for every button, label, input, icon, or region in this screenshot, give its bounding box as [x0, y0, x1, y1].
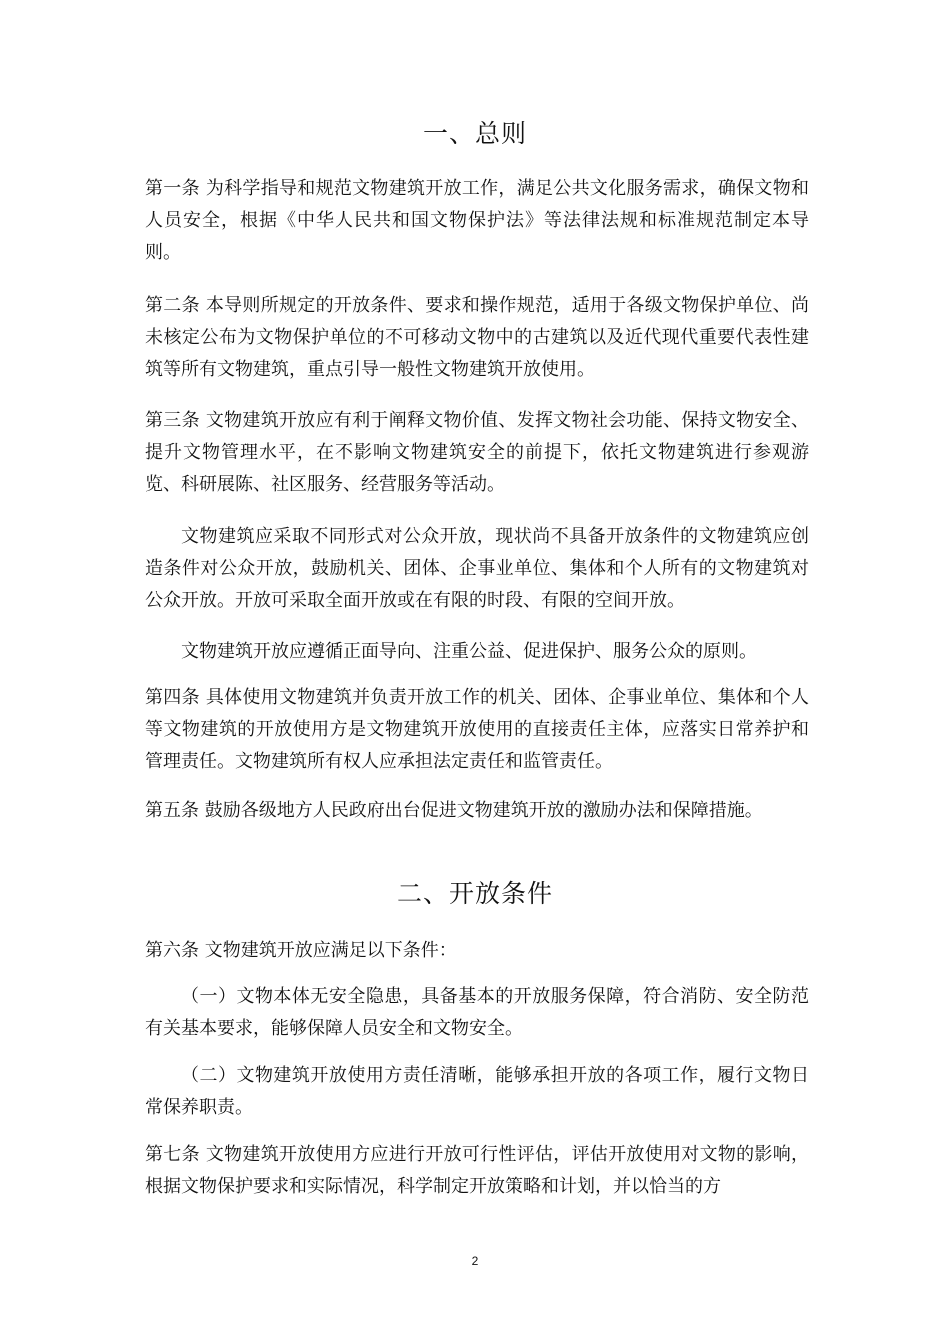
article-4: 第四条 具体使用文物建筑并负责开放工作的机关、团体、企事业单位、集体和个人等文物建筑的开放使用方是文物建筑开放使用的直接责任主体，应落实日常养护和管理责任。文物建筑所有权人应承担法定责任和监管责任。 [145, 687, 809, 772]
article-3-paragraph-2: 文物建筑应采取不同形式对公众开放，现状尚不具备开放条件的文物建筑应创造条件对公众开放，鼓励机关、团体、企事业单位、集体和个人所有的文物建筑对公众开放。开放可采取全面开放或在有限的时段、有限的空间开放。 [145, 526, 809, 611]
page-number: 2 [471, 1254, 479, 1268]
article-2: 第二条 本导则所规定的开放条件、要求和操作规范，适用于各级文物保护单位、尚未核定公布为文物保护单位的不可移动文物中的古建筑以及近代现代重要代表性建筑等所有文物建筑，重点引导一般性文物建筑开放使用。 [145, 295, 809, 380]
article-3-paragraph-3: 文物建筑开放应遵循正面导向、注重公益、促进保护、服务公众的原则。 [181, 641, 757, 662]
article-3: 第三条 文物建筑开放应有利于阐释文物价值、发挥文物社会功能、保持文物安全、提升文物管理水平，在不影响文物建筑安全的前提下，依托文物建筑进行参观游览、科研展陈、社区服务、经营服务等活动。 [145, 410, 809, 495]
article-1: 第一条 为科学指导和规范文物建筑开放工作，满足公共文化服务需求，确保文物和人员安全，根据《中华人民共和国文物保护法》等法律法规和标准规范制定本导则。 [145, 178, 809, 263]
section-heading-general: 一、总则 [422, 119, 527, 148]
article-6-item-1: （一）文物本体无安全隐患，具备基本的开放服务保障，符合消防、安全防范有关基本要求，能够保障人员安全和文物安全。 [145, 986, 809, 1039]
article-6: 第六条 文物建筑开放应满足以下条件： [145, 940, 457, 961]
section-heading-open-conditions: 二、开放条件 [396, 879, 553, 908]
article-5: 第五条 鼓励各级地方人民政府出台促进文物建筑开放的激励办法和保障措施。 [145, 800, 763, 821]
article-7: 第七条 文物建筑开放使用方应进行开放可行性评估，评估开放使用对文物的影响，根据文物保护要求和实际情况，科学制定开放策略和计划，并以恰当的方 [145, 1144, 809, 1197]
article-6-item-2: （二）文物建筑开放使用方责任清晰，能够承担开放的各项工作，履行文物日常保养职责。 [145, 1065, 809, 1118]
